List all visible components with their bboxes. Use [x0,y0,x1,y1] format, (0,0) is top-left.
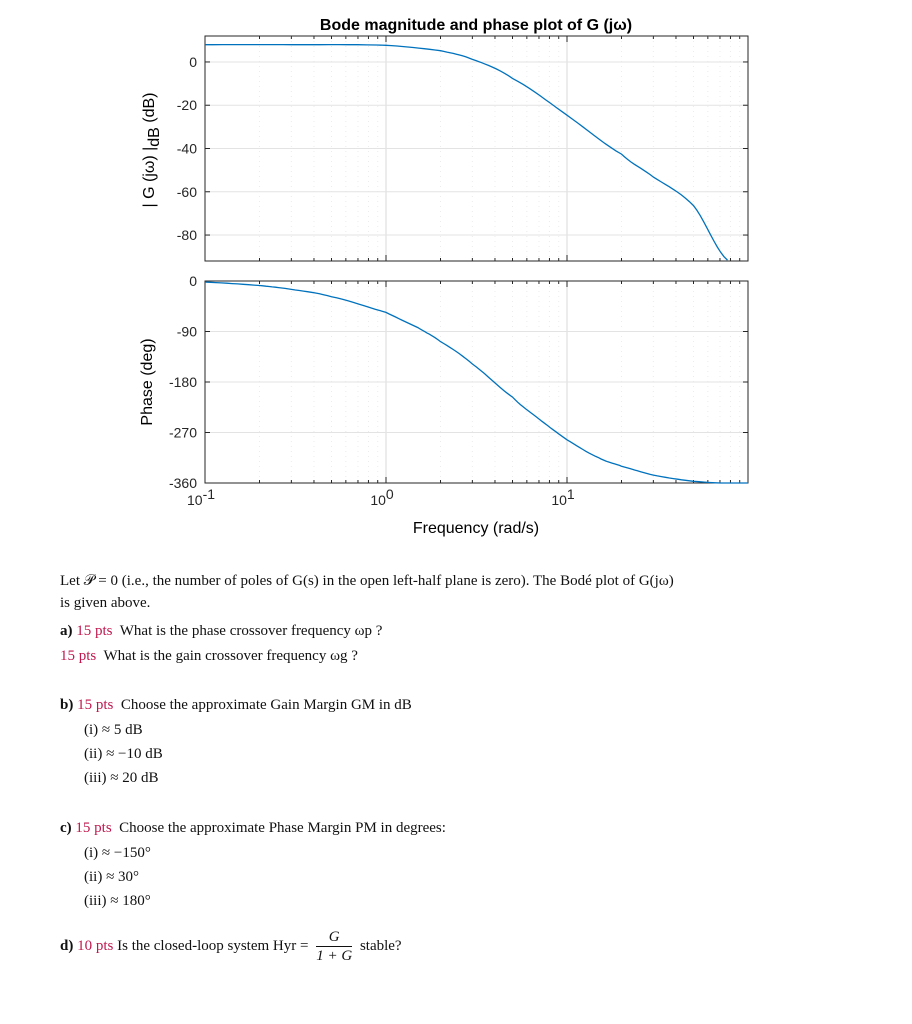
magnitude-ylabel-sub: dB [146,127,163,147]
phase-ytick-label: -360 [168,475,197,491]
intro-line-1: Let 𝒫 = 0 (i.e., the number of poles of G(s) in the open left-half plane is zero). The Bodé plot of G(jω) [60,573,674,589]
phase-xtick-base: 10 [186,492,203,508]
question-c-option [60,890,880,912]
phase-xtick-label [370,486,394,508]
question-a [60,620,880,642]
phase-xlabel: Frequency (rad/s) [412,520,540,537]
phase-ytick-label: -180 [168,374,197,390]
magnitude-ytick-label: 0 [189,53,197,70]
phase-xtick-base: 10 [370,492,386,508]
phase-ylabel: Phase (deg) [139,338,156,426]
phase-ytick-label: -90 [176,323,197,340]
question-b-text: Choose the approximate Gain Margin GM in dB [120,697,412,713]
question-d-points: 10 pts [77,937,114,954]
question-c [60,817,880,839]
question-b-points: 15 pts [77,697,114,713]
question-d-text: Is the closed-loop system Hyr = [117,937,309,954]
question-a2-points: 15 pts [60,648,97,664]
phase-xtick-label [551,486,575,508]
fraction-numerator: G [316,928,352,947]
question-a-text: What is the phase crossover frequency ωp ? [119,623,383,639]
magnitude-ylabel-main: | G (jω) | [141,146,158,208]
question-a2 [60,645,880,667]
question-b-option-3: (iii) ≈ 20 dB [84,770,159,786]
question-c-text: Choose the approximate Phase Margin PM in degrees: [119,820,446,836]
phase-ytick-label: 0 [189,273,197,289]
question-a-label: a) [60,623,73,639]
phase-x-ticks [187,486,575,508]
question-b-option [60,767,880,789]
question-d-text-2: stable? [359,937,402,954]
magnitude-ylabel [141,92,163,207]
magnitude-ytick-label: -40 [176,140,197,157]
magnitude-ytick-label: -60 [176,183,197,200]
question-b-option-2: (ii) ≈ −10 dB [84,746,163,762]
phase-xtick-base: 10 [551,492,567,508]
question-c-option-3: (iii) ≈ 180° [84,893,151,909]
phase-ytick-label: -270 [168,424,197,441]
question-b-label: b) [60,697,74,713]
intro-line-2: is given above. [60,595,151,611]
closed-loop-fraction [316,928,352,965]
magnitude-ytick-label: -80 [176,227,197,244]
question-c-option [60,866,880,888]
phase-xtick-exponent: 0 [385,486,394,502]
phase-xtick-exponent: 1 [566,486,575,502]
question-c-option [60,842,880,864]
question-c-option-1: (i) ≈ −150° [84,845,151,861]
magnitude-panel [141,36,748,261]
question-c-label: c) [60,820,72,836]
question-c-points: 15 pts [75,820,112,836]
question-b-option-1: (i) ≈ 5 dB [84,722,143,738]
question-a2-text: What is the gain crossover frequency ωg ? [103,648,358,664]
question-d [60,928,880,965]
question-b-option [60,743,880,765]
question-d-label: d) [60,937,74,954]
question-b [60,694,880,716]
question-b-option [60,719,880,741]
fraction-denominator: 1 + G [316,948,353,964]
question-c-option-2: (ii) ≈ 30° [84,869,140,885]
magnitude-ytick-label: -20 [176,97,197,114]
phase-panel [139,273,748,537]
phase-xtick-exponent: -1 [202,486,216,502]
magnitude-ylabel-suffix: (dB) [141,92,158,128]
chart-title: Bode magnitude and phase plot of G (jω) [319,17,633,34]
question-a-points: 15 pts [76,623,113,639]
